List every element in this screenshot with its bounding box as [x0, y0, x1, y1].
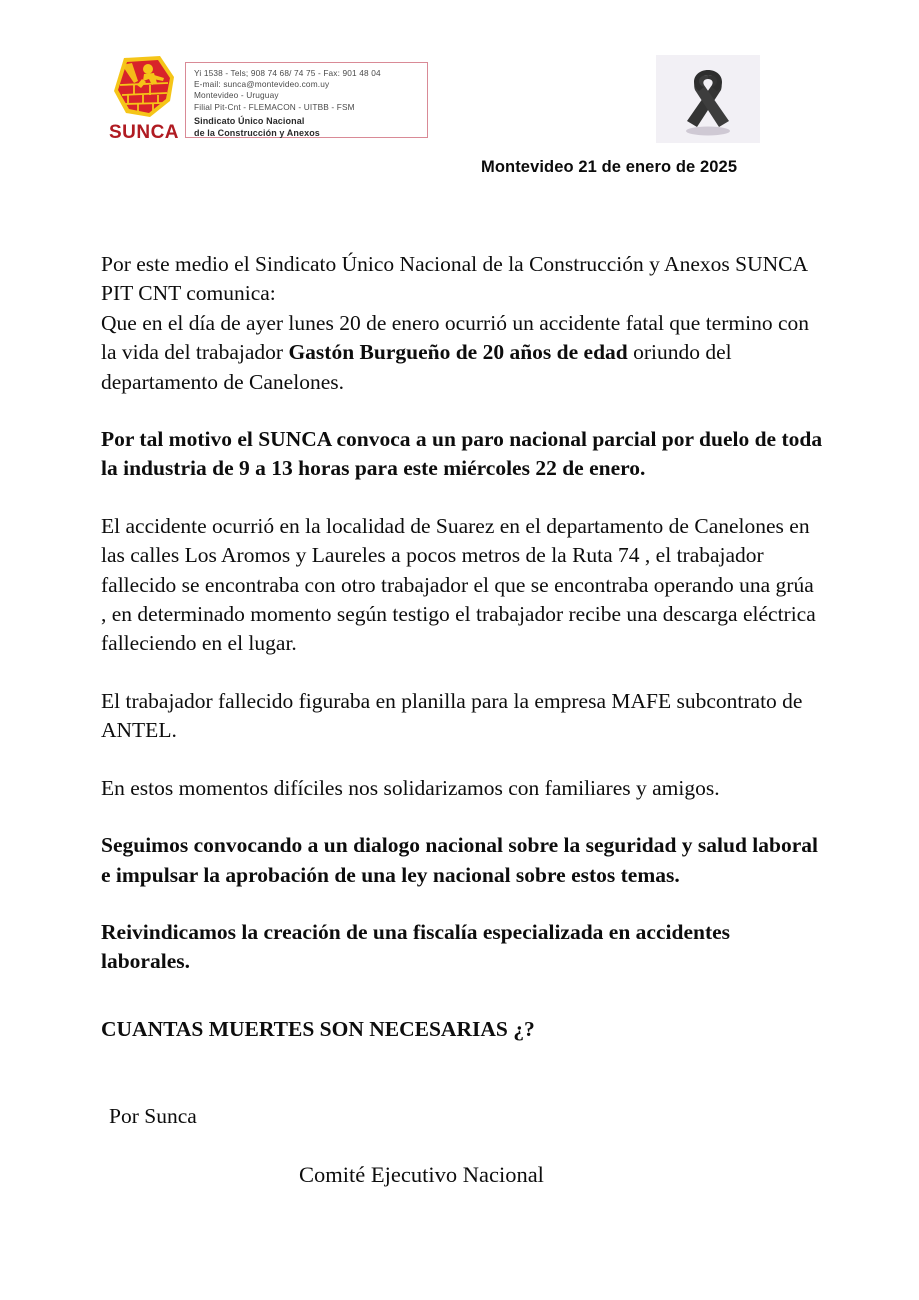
paragraph-gap	[101, 890, 823, 918]
mourning-ribbon-image	[656, 55, 760, 143]
signature-gap	[101, 1132, 823, 1160]
paragraph-dialogue-call: Seguimos convocando a un dialogo nacional sobre la seguridad y salud laboral e impulsar la aprobación de una ley nacional sobre estos temas.	[101, 833, 824, 887]
paragraph-accident-announcement	[101, 309, 823, 397]
paragraph-accident-suffix: oriundo del departamento de Canelones.	[101, 340, 738, 394]
paragraph-intro: Por este medio el Sindicato Único Nacional de la Construcción y Anexos SUNCA PIT CNT comunica:	[101, 252, 813, 306]
paragraph-gap	[101, 659, 823, 687]
paragraph-gap	[101, 397, 823, 425]
sunca-logo	[106, 55, 182, 147]
black-mourning-ribbon-icon	[656, 55, 760, 143]
paragraph-accident-prefix: Que en el día de ayer lunes 20 de enero ocurrió un accidente fatal que termino con la vida del trabajador	[101, 310, 815, 365]
letterhead-org-name-line2: de la Construcción y Anexos	[194, 128, 320, 139]
victim-name-and-age: Gastón Burgueño de 20 años de edad	[288, 340, 628, 365]
letterhead-line-city: Montevideo - Uruguay	[194, 90, 279, 101]
paragraph-employer: El trabajador fallecido figuraba en planilla para la empresa MAFE subcontrato de ANTEL.	[101, 688, 807, 743]
paragraph-prosecutor-demand: Reivindicamos la creación de una fiscalía especializada en accidentes laborales.	[101, 919, 736, 974]
paragraph-accident-details: El accidente ocurrió en la localidad de Suarez en el departamento de Canelones en las calles Los Aromos y Laureles a pocos metros de la Ruta 74 , el trabajador fallecido se encontraba con otro trabajador el que se encontraba operando una grúa , en determinado momento según testigo el trabajador recibe una descarga eléctrica falleciendo en el lugar.	[101, 513, 827, 656]
paragraph-gap	[101, 977, 823, 1015]
sunca-wordmark: SUNCA	[108, 122, 180, 143]
letterhead-line-email: E-mail: sunca@montevideo.com.uy	[194, 79, 330, 90]
signature-by: Por Sunca	[109, 1104, 197, 1129]
letterhead-contact-box	[185, 62, 428, 138]
document-body	[101, 250, 828, 1189]
document-header	[0, 0, 919, 190]
signature-gap	[101, 1044, 823, 1102]
paragraph-strike-call: Por tal motivo el SUNCA convoca a un paro nacional parcial por duelo de toda la industria de 9 a 13 horas para este miércoles 22 de enero.	[101, 427, 828, 481]
document-date: Montevideo 21 de enero de 2025	[481, 158, 738, 176]
paragraph-gap	[101, 803, 823, 831]
signature-committee: Comité Ejecutivo Nacional	[299, 1161, 544, 1187]
letterhead-line-phone: Yi 1538 - Tels; 908 74 68/ 74 75 - Fax: 901 48 04	[194, 68, 381, 78]
letterhead-org-name-line1: Sindicato Único Nacional	[194, 115, 305, 126]
paragraph-gap	[101, 484, 823, 512]
paragraph-rhetorical-question: CUANTAS MUERTES SON NECESARIAS ¿?	[101, 1016, 535, 1041]
letterhead-line-affiliations: Filial Pit-Cnt - FLEMACON - UITBB - FSM	[194, 101, 355, 112]
sunca-brick-wall-icon	[110, 55, 178, 121]
paragraph-gap	[101, 746, 823, 774]
paragraph-condolences: En estos momentos difíciles nos solidarizamos con familiares y amigos.	[101, 775, 720, 800]
